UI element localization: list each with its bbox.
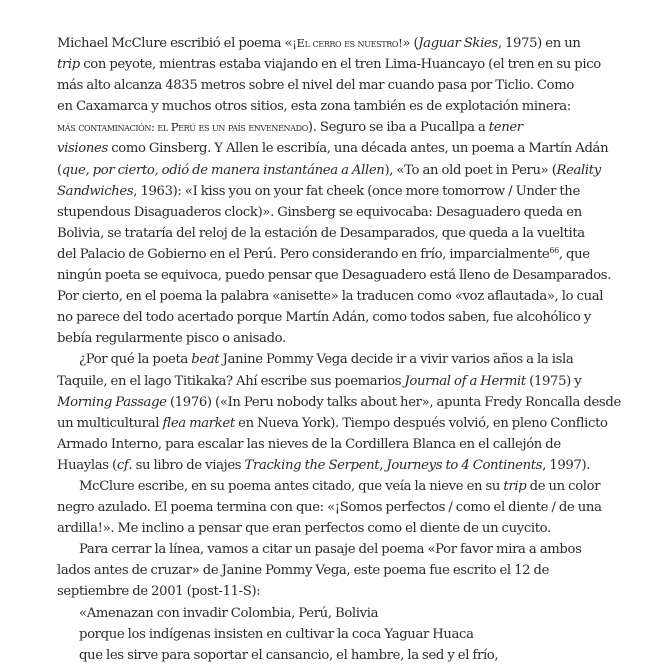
paragraph	[57, 539, 587, 602]
text-run: en Caxamarca y muchos otros sitios, esta zona también es de explotación minera:	[57, 99, 571, 115]
italic-text: que, por cierto, odió de manera instantánea a Allen	[61, 162, 385, 178]
text-run: ). Seguro se iba a Pucallpa a	[307, 120, 489, 136]
text-line	[57, 307, 591, 328]
text-run: como Ginsberg. Y Allen le escribía, una década antes, un poema a Martín Adán	[107, 141, 609, 157]
text-run: McClure escribe, en su poema antes citado, que veía la nieve en su	[79, 478, 504, 494]
text-line	[57, 328, 587, 349]
text-line	[57, 33, 587, 54]
text-line	[57, 265, 612, 286]
text-run: bebía regularmente pisco o anisado.	[57, 331, 286, 347]
text-line	[57, 455, 591, 476]
italic-text: beat	[191, 352, 220, 368]
text-run: (1975) y	[525, 373, 582, 389]
text-line	[57, 476, 601, 497]
verse-quote	[57, 603, 587, 666]
verse-line	[57, 645, 587, 666]
text-run: «Amenazan con invadir Colombia, Perú, Bolivia	[79, 605, 379, 621]
italic-text: Sandwiches	[57, 183, 134, 199]
text-line	[57, 497, 602, 518]
text-run: lados antes de cruzar» de Janine Pommy Vega, este poema fue escrito el 12 de	[57, 563, 550, 579]
text-run: Por cierto, en el poema la palabra «anisette» la traducen como «voz aflautada», lo cual	[57, 289, 604, 305]
text-run: Bolivia, se trataría del reloj de la estación de Desamparados, que queda a la vueltita	[57, 225, 585, 241]
text-run: porque los indígenas insisten en cultivar la coca Yaguar Huaca	[79, 626, 474, 642]
text-run: Taquile, en el lago Titikaka? Ahí escribe sus poemarios	[57, 373, 405, 389]
text-run: stupendous Disaguaderos clock)». Ginsberg se equivocaba: Desaguadero queda en	[57, 204, 582, 220]
document-page	[57, 33, 621, 666]
text-run: en Nueva York). Tiempo después volvió, en pleno Conflicto	[234, 415, 608, 431]
text-line	[57, 117, 587, 138]
text-line	[57, 392, 621, 413]
text-line	[57, 581, 587, 602]
text-run: , 1963): «I kiss you on your fat cheek (once more tomorrow / Under the	[133, 183, 580, 199]
italic-text: flea market	[162, 415, 235, 431]
italic-text: trip	[57, 57, 80, 73]
italic-text: cf	[116, 457, 129, 473]
italic-text: Jaguar Skies	[418, 36, 498, 51]
verse-line	[57, 624, 587, 645]
text-run: Huaylas (	[57, 457, 117, 473]
text-line	[57, 349, 587, 370]
footnote-ref[interactable]: 66	[549, 245, 559, 255]
italic-text: Journal of a Hermit	[404, 373, 526, 389]
text-line	[57, 434, 587, 455]
text-run: ), «To an old poet in Peru» (	[384, 162, 557, 178]
text-run: un multicultural	[57, 415, 163, 431]
text-line	[57, 286, 604, 307]
text-run: con peyote, mientras estaba viajando en el tren Lima-Huancayo (el tren en su pico	[79, 57, 601, 73]
text-line	[57, 518, 587, 539]
text-run: (1976) («In Peru nobody talks about her», apunta Fredy Roncalla desde	[166, 394, 621, 410]
small-caps-text: ¡El cerro es nuestro!	[292, 36, 403, 50]
paragraph	[57, 476, 602, 539]
italic-text: trip	[503, 478, 527, 494]
text-run: más alto alcanza 4835 metros sobre el nivel del mar cuando pasa por Ticlio. Como	[57, 78, 574, 94]
text-run: Michael McClure escribió el poema «	[57, 36, 293, 51]
text-run: » (	[402, 36, 419, 51]
italic-text: Tracking the Serpent, Journeys to 4 Continents	[244, 457, 543, 473]
italic-text: visiones	[57, 141, 108, 157]
verse-line	[57, 603, 587, 624]
text-run: . su libro de viajes	[128, 457, 245, 473]
text-line	[57, 54, 601, 75]
italic-text: Reality	[556, 162, 601, 178]
text-line	[57, 96, 587, 117]
italic-text: tener	[488, 120, 523, 136]
text-line	[57, 223, 587, 244]
text-run: que les sirve para soportar el cansancio, el hambre, la sed y el frío,	[79, 647, 499, 663]
text-run: ardilla!». Me inclino a pensar que eran perfectos como el diente de un cuycito.	[57, 521, 551, 537]
text-run: ¿Por qué la poeta	[79, 352, 192, 368]
text-line	[57, 413, 608, 434]
text-run: (	[57, 162, 62, 178]
text-line	[57, 371, 587, 392]
text-run: Para cerrar la línea, vamos a citar un pasaje del poema «Por favor mira a ambos	[79, 542, 582, 558]
text-run: , 1997).	[542, 457, 591, 473]
text-line	[57, 181, 587, 202]
text-run: de un color	[526, 478, 601, 494]
italic-text: Morning Passage	[57, 394, 167, 410]
text-line	[57, 202, 587, 223]
text-run: negro azulado. El poema termina con que: «¡Somos perfectos / como el diente / de una	[57, 500, 602, 516]
paragraph	[57, 33, 612, 349]
text-run: septiembre de 2001 (post-11-S):	[57, 584, 261, 600]
text-run: Armado Interno, para escalar las nieves de la Cordillera Blanca en el callejón de	[57, 436, 561, 452]
text-run: ningún poeta se equivoca, puedo pensar que Desaguadero está lleno de Desamparados.	[57, 268, 612, 284]
text-line	[57, 560, 587, 581]
text-run: no parece del todo acertado porque Martín Adán, como todos saben, fue alcohólico y	[57, 310, 591, 326]
text-line	[57, 539, 587, 560]
text-run: , 1975) en un	[497, 36, 581, 51]
small-caps-text: más contaminación: el Perú es un país envenenado	[57, 120, 308, 135]
text-line	[57, 75, 587, 96]
text-run: Janine Pommy Vega decide ir a vivir varios años a la isla	[219, 352, 574, 368]
text-run: del Palacio de Gobierno en el Perú. Pero considerando en frío, imparcialmente	[57, 246, 550, 262]
paragraph	[57, 349, 621, 476]
text-line	[57, 244, 590, 265]
text-line	[57, 138, 609, 159]
text-run: , que	[558, 246, 590, 262]
text-line	[57, 160, 601, 181]
